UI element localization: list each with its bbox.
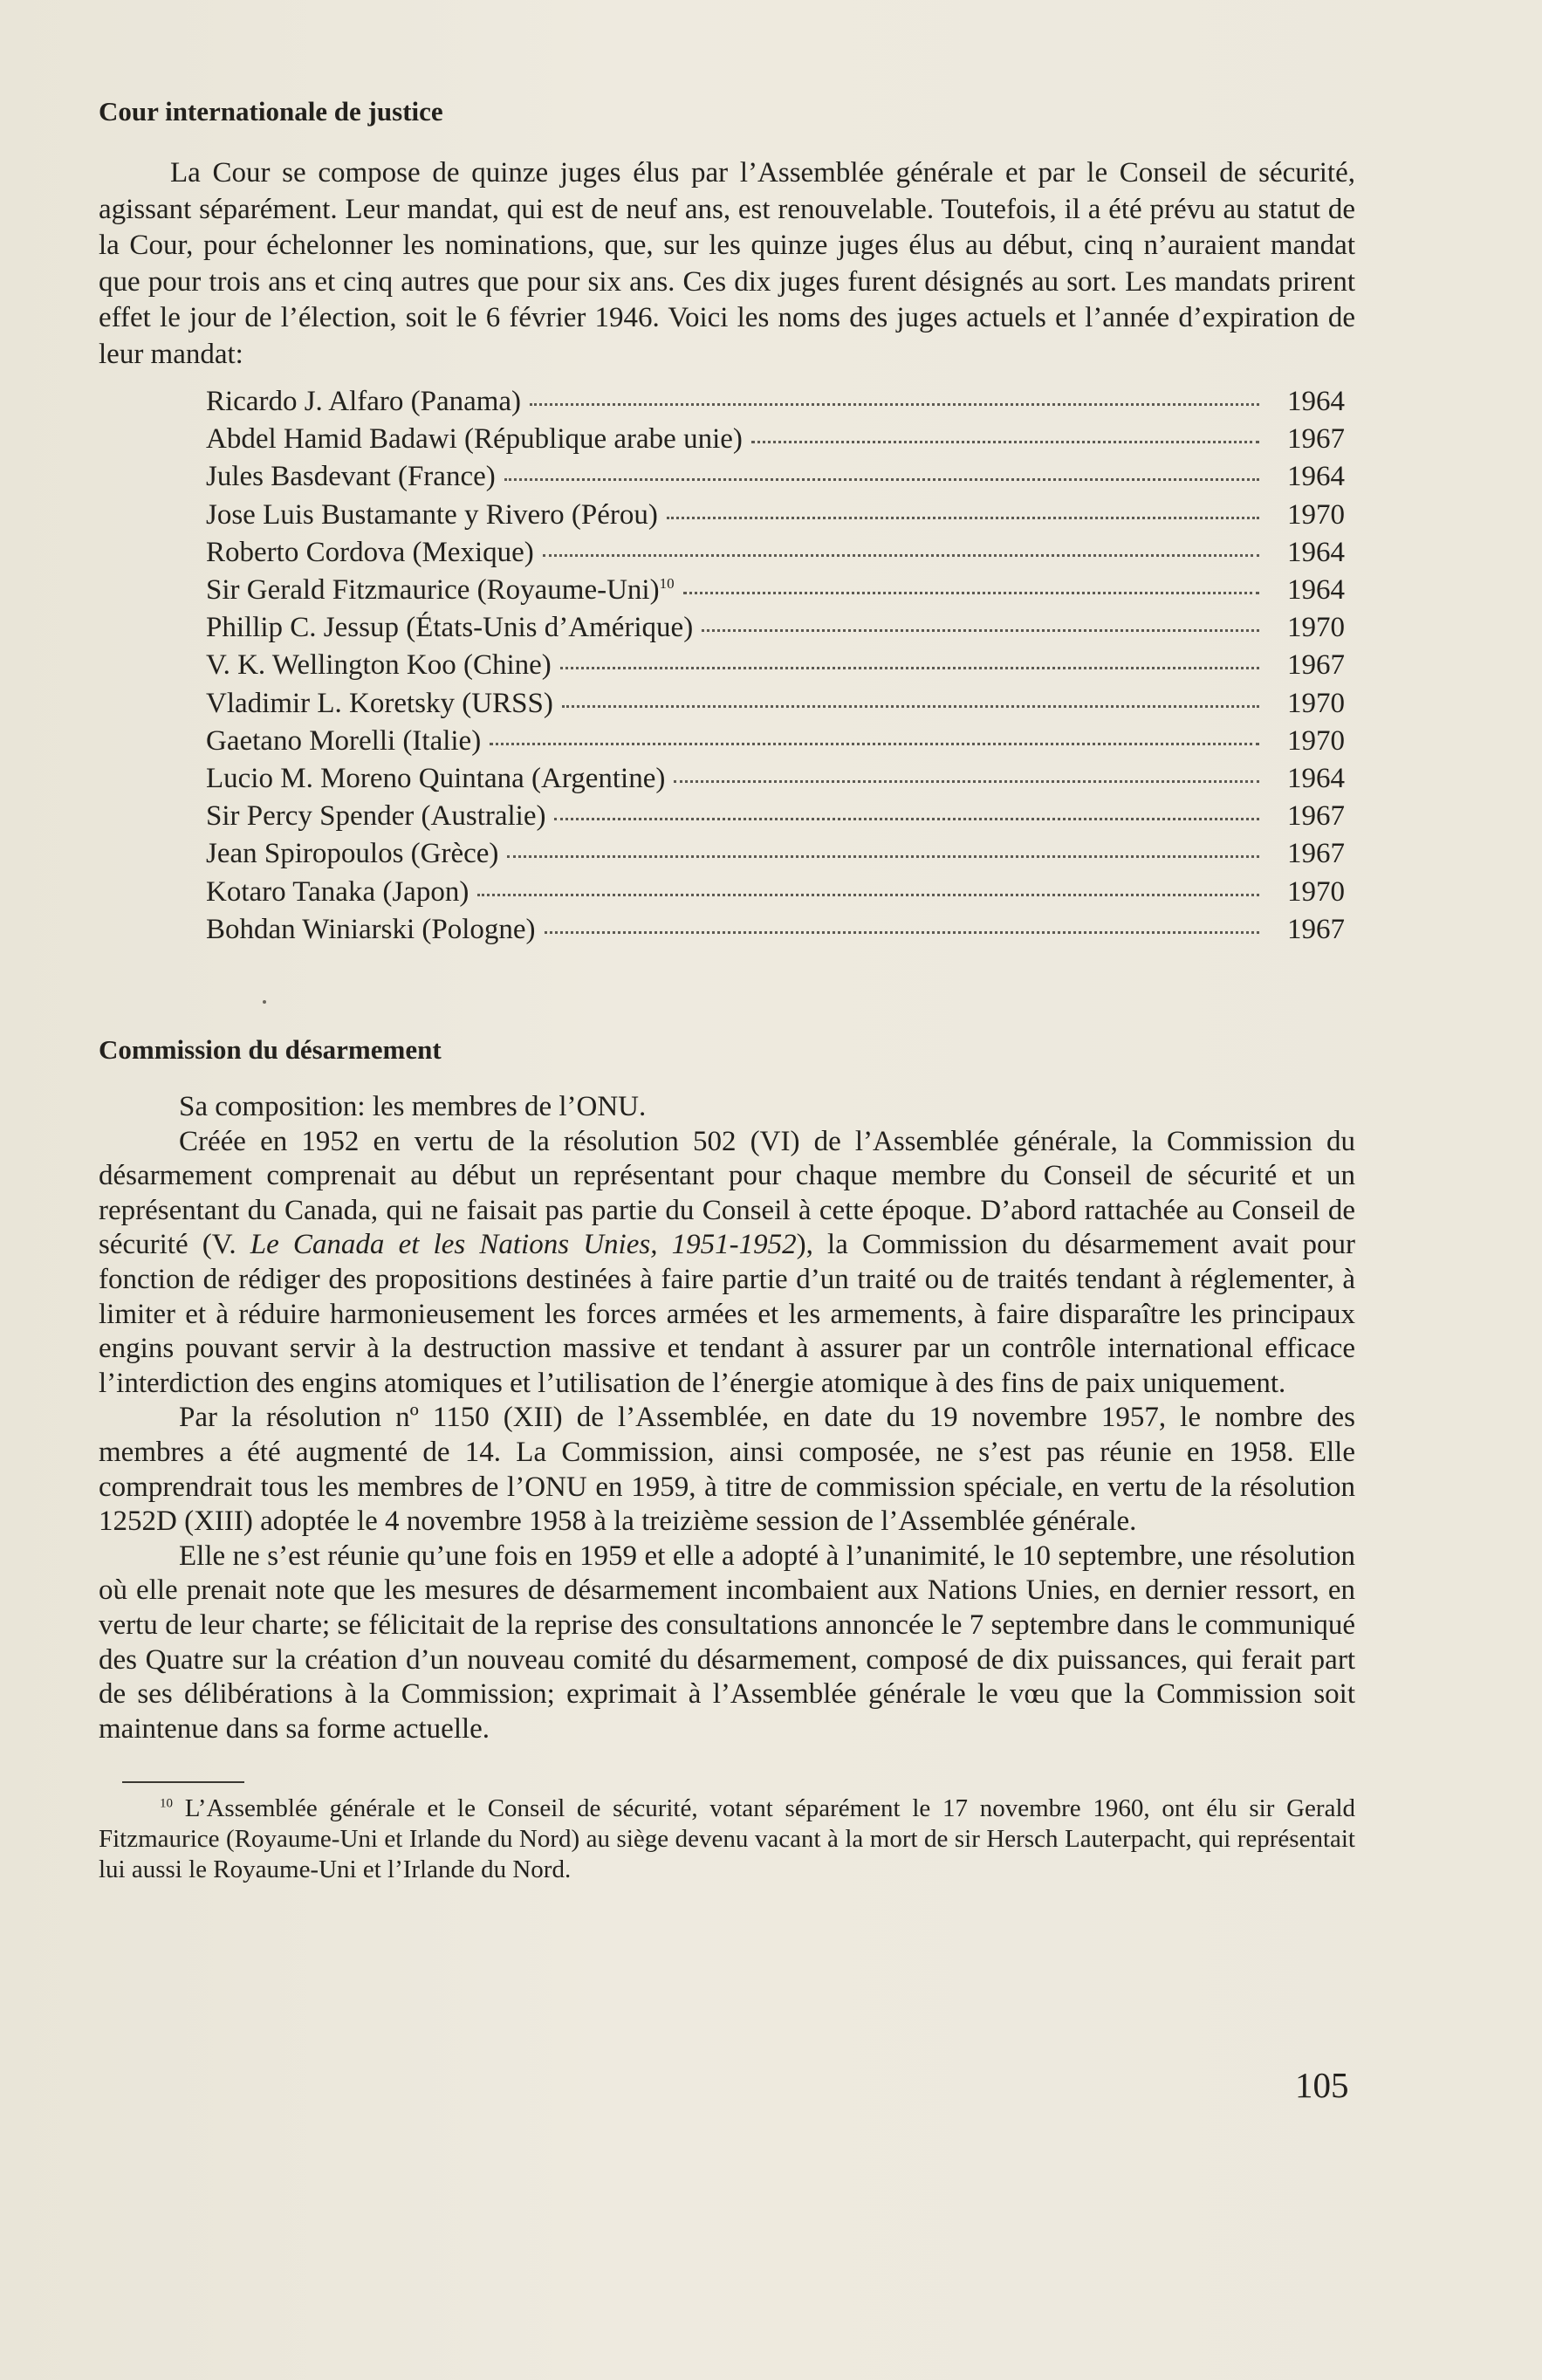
judge-entry — [206, 458, 1345, 496]
judge-name-text: Kotaro Tanaka (Japon) — [206, 875, 469, 908]
judge-name — [206, 609, 693, 647]
footnote-reference: 10 — [659, 575, 675, 593]
footnote-divider — [122, 1781, 244, 1783]
judge-name-text: V. K. Wellington Koo (Chine) — [206, 649, 552, 682]
term-expiry-year: 1964 — [1287, 386, 1345, 417]
term-expiry-year: 1964 — [1287, 763, 1345, 795]
court-intro-paragraph: La Cour se compose de quinze juges élus par l’Assemblée générale et par le Conseil de sécurité, agissant séparément. Leur mandat, qui est de neuf ans, est renouvelable. Toutefois, il a été prévu au statut de la Cour, pour échelonner les nominations, que, sur les quinze juges élus au début, cinq n’auraient mandat que pour trois ans et cinq autres que pour six ans. Ces dix juges furent désignés au sort. Les mandats prirent effet le jour de l’élection, soit le 6 février 1946. Voici les noms des juges actuels et l’année d’expiration de leur mandat: — [99, 157, 1355, 370]
judge-entry — [206, 534, 1345, 572]
footnote-marker: 10 — [160, 1796, 173, 1811]
dot-leader — [504, 478, 1259, 481]
judge-name — [206, 458, 496, 496]
dot-leader — [545, 931, 1259, 934]
term-expiry-year: 1970 — [1287, 612, 1345, 644]
judge-entry — [206, 609, 1345, 647]
judge-name-text: Lucio M. Moreno Quintana (Argentine) — [206, 763, 666, 795]
judge-name-text: Sir Percy Spender (Australie) — [206, 800, 546, 833]
judge-name — [206, 723, 481, 760]
judge-name-text: Vladimir L. Koretsky (URSS) — [206, 687, 553, 719]
term-expiry-year: 1967 — [1287, 423, 1345, 456]
judge-name-text: Sir Gerald Fitzmaurice (Royaume-Uni) — [206, 574, 660, 607]
dot-leader — [667, 517, 1259, 519]
judge-name-text: Gaetano Morelli (Italie) — [206, 724, 482, 757]
section-heading-court: Cour internationale de justice — [99, 96, 443, 127]
page-number: 105 — [1295, 2065, 1349, 2105]
judge-name-text: Jose Luis Bustamante y Rivero (Pérou) — [206, 498, 658, 531]
term-expiry-year: 1964 — [1287, 461, 1345, 493]
judge-name-text: Roberto Cordova (Mexique) — [206, 536, 534, 568]
judge-name — [206, 685, 553, 723]
dot-leader — [507, 855, 1259, 858]
judge-name — [206, 647, 552, 684]
judge-entry — [206, 647, 1345, 684]
page-content — [99, 94, 1355, 1885]
judge-entry — [206, 760, 1345, 798]
term-expiry-year: 1970 — [1287, 498, 1345, 531]
dot-leader — [562, 705, 1259, 708]
paragraph-creation-text-2: ), la Commission du désarmement avait pour fonction de rédiger des propositions destinées à faire partie d’un traité ou de traités tendant à réglementer, à limiter et à réduire harmonieusement les forces armées et les armements, à faire disparaître les principaux engins pouvant servir à la destruction massive et tendant à assurer par un contrôle international efficace l’interdiction des engins atomiques et l’utilisation de l’énergie atomique à des fins de paix uniquement. — [99, 1229, 1355, 1399]
term-expiry-year: 1967 — [1287, 913, 1345, 945]
judge-entry — [206, 497, 1345, 534]
paragraph-composition: Sa composition: les membres de l’ONU. — [179, 1091, 647, 1123]
judge-name-text: Ricardo J. Alfaro (Panama) — [206, 386, 522, 417]
judge-name — [206, 383, 521, 421]
dot-leader — [490, 743, 1259, 745]
judge-entry — [206, 685, 1345, 723]
paragraph-1959-meeting: Elle ne s’est réunie qu’une fois en 1959 et elle a adopté à l’unanimité, le 10 septembre, une résolution où elle prenait note que les mesures de désarmement incombaient aux Nations Unies, en dernier ressort, en vertu de leur charte; se félicitait de la reprise des consultations annoncée le 7 septembre dans le communiqué des Quatre sur la création d’un nouveau comité du désarmement, composé de dix puissances, qui ferait part de ses délibérations à la Commission; exprimait à l’Assemblée générale le vœu que la Commission soit maintenue dans sa forme actuelle. — [99, 1540, 1355, 1745]
term-expiry-year: 1964 — [1287, 536, 1345, 568]
judge-entry — [206, 911, 1345, 949]
judge-entry — [206, 798, 1345, 835]
disarmament-section — [99, 1032, 1355, 1746]
dot-leader — [560, 667, 1259, 669]
stray-dot — [263, 1000, 266, 1004]
dot-leader — [702, 629, 1259, 632]
judge-name — [206, 911, 536, 949]
judge-name-text: Bohdan Winiarski (Pologne) — [206, 913, 536, 945]
paragraph-creation-text-1: Créée en 1952 en vertu de la résolution 502 (VI) de l’Assemblée générale, la Commission du désarmement comprenait au début un représentant pour chaque membre du Conseil de sécurité et un représentant du Canada, qui ne faisait pas partie du Conseil à cette époque. D’abord rattachée au Conseil de sécurité (V. — [99, 1125, 1355, 1261]
dot-leader — [477, 894, 1259, 896]
term-expiry-year: 1967 — [1287, 838, 1345, 870]
judge-name — [206, 572, 675, 609]
dot-leader — [683, 592, 1259, 594]
dot-leader — [530, 403, 1259, 406]
term-expiry-year: 1964 — [1287, 574, 1345, 607]
judge-entry — [206, 874, 1345, 911]
dot-leader — [554, 818, 1259, 820]
term-expiry-year: 1970 — [1287, 687, 1345, 719]
judge-name — [206, 534, 534, 572]
paragraph-creation — [99, 1125, 1355, 1402]
judge-entry — [206, 572, 1345, 609]
section-heading-disarmament: Commission du désarmement — [99, 1034, 442, 1066]
judge-name — [206, 835, 498, 873]
dot-leader — [751, 441, 1259, 443]
judge-entry — [206, 421, 1345, 458]
footnote-text: L’Assemblée générale et le Conseil de sécurité, votant séparément le 17 novembre 1960, ont élu sir Gerald Fitzmaurice (Royaume-Uni et Irlande du Nord) au siège devenu vacant à la mort de sir Hersch Lauterpacht, qui représentait lui aussi le Royaume-Uni et l’Irlande du Nord. — [99, 1794, 1355, 1884]
term-expiry-year: 1967 — [1287, 649, 1345, 682]
judges-list — [206, 383, 1345, 949]
footnote — [99, 1794, 1355, 1885]
paragraph-resolution-1150: Par la résolution nº 1150 (XII) de l’Assemblée, en date du 19 novembre 1957, le nombre des membres a été augmenté de 14. La Commission, ainsi composée, ne s’est pas réunie en 1958. Elle comprendrait tous les membres de l’ONU en 1959, à titre de commission spéciale, en vertu de la résolution 1252D (XIII) adoptée le 4 novembre 1958 à la treizième session de l’Assemblée générale. — [99, 1402, 1355, 1538]
judge-name — [206, 760, 665, 798]
judge-name — [206, 497, 658, 534]
dot-leader — [674, 780, 1259, 783]
judge-entry — [206, 723, 1345, 760]
judge-entry — [206, 383, 1345, 421]
judge-entry — [206, 835, 1345, 873]
dot-leader — [543, 554, 1259, 557]
judge-name — [206, 798, 545, 835]
judge-name-text: Phillip C. Jessup (États-Unis d’Amérique) — [206, 612, 694, 644]
term-expiry-year: 1967 — [1287, 800, 1345, 833]
judge-name — [206, 421, 743, 458]
publication-title: Le Canada et les Nations Unies, 1951-1952 — [250, 1229, 797, 1261]
judge-name-text: Jean Spiropoulos (Grèce) — [206, 838, 499, 870]
judge-name-text: Jules Basdevant (France) — [206, 461, 496, 493]
judge-name-text: Abdel Hamid Badawi (République arabe unie) — [206, 423, 743, 456]
term-expiry-year: 1970 — [1287, 875, 1345, 908]
judge-name — [206, 874, 469, 911]
term-expiry-year: 1970 — [1287, 724, 1345, 757]
